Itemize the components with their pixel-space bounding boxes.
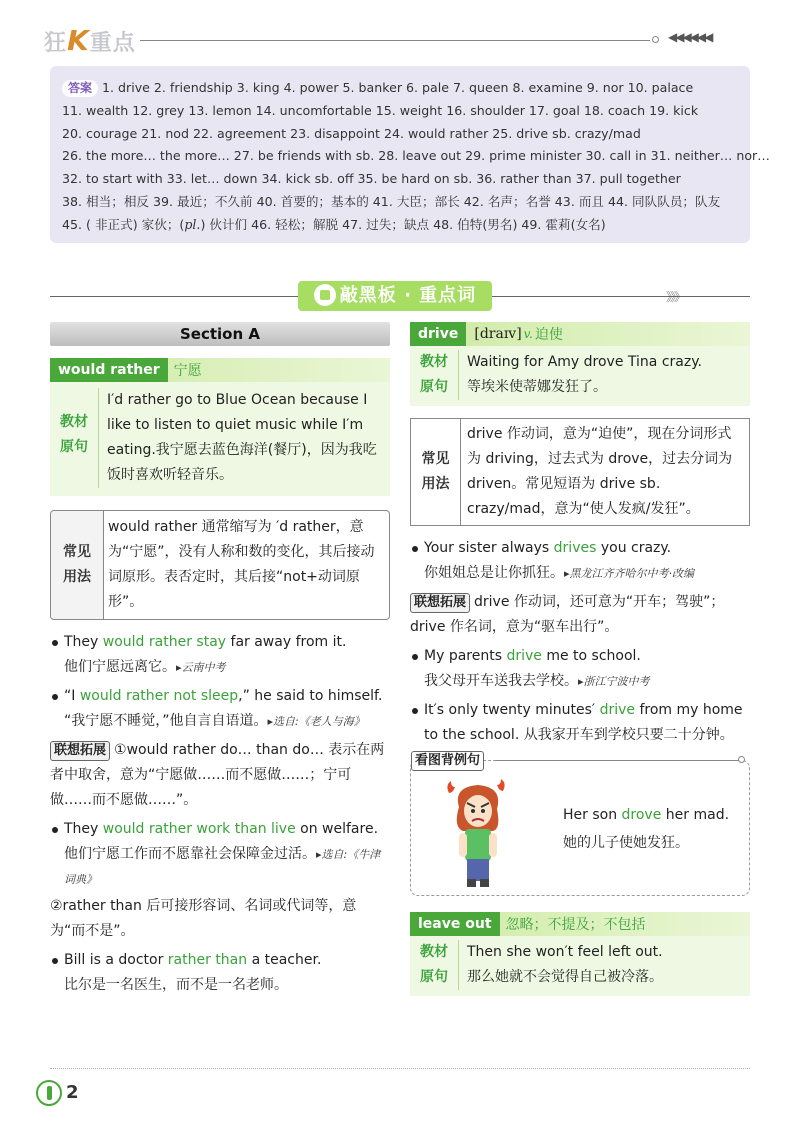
answer-line: 26. the more… the more… 27. be friends with sb. 28. leave out 29. prime minister 30. call in 31. neither… nor… xyxy=(62,148,770,164)
term-meaning: 忽略；不提及；不包括 xyxy=(505,917,646,933)
picture-box-dot-icon xyxy=(738,756,745,763)
banner-rule-left xyxy=(50,296,298,297)
banner-rule-right xyxy=(492,296,750,297)
pronunciation: [draɪv] xyxy=(474,326,522,342)
picture-example-text: Her son drove her mad. 她的儿子使她发狂。 xyxy=(563,807,730,851)
extension-label: 联想拓展 xyxy=(50,741,110,761)
term-label: would rather xyxy=(50,358,168,382)
section-title: Section A xyxy=(50,322,390,346)
page-number: 2 xyxy=(66,1082,79,1103)
common-usage-box xyxy=(50,510,390,620)
extension-paragraph: ②rather than 后可接形容词、名词或代词等，意为“而不是”。 xyxy=(50,898,357,939)
term-header-leave-out xyxy=(410,912,750,936)
term-label: leave out xyxy=(410,912,500,936)
usage-text: would rather 通常缩写为 ′d rather，意为“宁愿”，没有人称和数的变化，其后接动词原形。表否定时，其后接“not+动词原形”。 xyxy=(103,511,389,619)
answer-line: 11. wealth 12. grey 13. lemon 14. uncomfortable 15. weight 16. shoulder 17. goal 18. coach 19. kick xyxy=(62,102,699,118)
example-sentence: My parents drive me to school. 我父母开车送我去学校。▸浙江宁波中考 xyxy=(410,644,750,694)
term-header-drive xyxy=(410,322,750,346)
example-sentence: They would rather stay far away from it. 他们宁愿远离它。▸云南中考 xyxy=(50,630,390,680)
term-meaning: 迫使 xyxy=(534,327,563,343)
balloon-icon xyxy=(36,1080,62,1106)
usage-label: 常见 用法 xyxy=(51,511,103,619)
answer-line: 20. courage 21. nod 22. agreement 23. disappoint 24. would rather 25. drive sb. crazy/mad xyxy=(62,125,641,141)
part-of-speech: v. xyxy=(523,327,533,341)
footer-rule xyxy=(50,1068,750,1069)
term-header-would-rather xyxy=(50,358,390,382)
answer-line: 答案 1. drive 2. friendship 3. king 4. power 5. banker 6. pale 7. queen 8. examine 9. nor 10. palace xyxy=(62,77,740,100)
term-meaning: 宁愿 xyxy=(173,363,202,379)
textbook-sentence-box xyxy=(410,346,750,406)
answer-label: 答案 xyxy=(62,80,98,97)
textbook-label: 教材 原句 xyxy=(420,944,448,985)
header-arrows-icon: ◀◀◀◀◀◀ xyxy=(668,30,712,44)
left-column xyxy=(50,322,390,998)
header-rule xyxy=(140,40,650,41)
answer-line: 32. to start with 33. let… down 34. kick sb. off 35. be hard on sb. 36. rather than 37. pull together xyxy=(62,171,681,187)
chalkboard-icon xyxy=(314,284,336,306)
textbook-label: 教材 原句 xyxy=(420,354,448,395)
brand-logo: 狂K重点 xyxy=(44,24,136,57)
extension-label: 联想拓展 xyxy=(410,593,470,613)
angry-girl-illustration xyxy=(445,779,511,889)
picture-example-label: 看图背例句 xyxy=(411,751,484,771)
picture-example-box xyxy=(410,753,750,896)
extension-paragraph: 联想拓展 drive 作动词，还可意为“开车；驾驶”；drive 作名词，意为“驱车出行”。 xyxy=(410,594,725,635)
term-label: drive xyxy=(410,322,466,346)
textbook-sentence-box xyxy=(410,936,750,996)
picture-box-rule xyxy=(495,760,741,761)
example-sentence: They would rather work than live on welfare. 他们宁愿工作而不愿靠社会保障金过活。▸选自:《牛津词典》 xyxy=(50,817,390,892)
answer-line: 38. 相当；相反 39. 最近；不久前 40. 首要的；基本的 41. 大臣；部长 42. 名声；名誉 43. 而且 44. 同队队员；队友 xyxy=(62,193,721,209)
example-sentence: It′s only twenty minutes′ drive from my home to the school. 从我家开车到学校只要二十分钟。 xyxy=(410,698,750,748)
textbook-sentence: Then she won′t feel left out. 那么她就不会觉得自己被冷落。 xyxy=(458,940,744,990)
section-banner: 敲黑板 · 重点词 xyxy=(298,281,492,311)
textbook-sentence: Waiting for Amy drove Tina crazy. 等埃米使蒂娜发狂了。 xyxy=(458,350,744,400)
textbook-sentence-box xyxy=(50,382,390,496)
example-sentence: Your sister always drives you crazy. 你姐姐总是让你抓狂。▸黑龙江齐齐哈尔中考·改编 xyxy=(410,536,750,586)
textbook-label: 教材 原句 xyxy=(60,414,88,455)
textbook-sentence: I′d rather go to Blue Ocean because I like to listen to quiet music while I′m eating.我宁愿去蓝色海洋(餐厅)，因为我吃饭时喜欢听轻音乐。 xyxy=(98,388,384,488)
answer-key-panel xyxy=(50,66,770,243)
right-column xyxy=(410,322,750,996)
common-usage-box xyxy=(410,418,750,526)
banner-arrows-icon: 》》》 xyxy=(666,290,685,304)
example-sentence: Bill is a doctor rather than a teacher. 比尔是一名医生，而不是一名老师。 xyxy=(50,948,390,998)
usage-label: 常见 用法 xyxy=(411,419,461,525)
extension-paragraph: 联想拓展 ①would rather do… than do… 表示在两者中取舍，意为“宁愿做……而不愿做……；宁可做……而不愿做……”。 xyxy=(50,742,385,808)
usage-text: drive 作动词，意为“迫使”，现在分词形式为 driving，过去式为 drove，过去分词为 driven。常见短语为 drive sb. crazy/mad，意为“使人发疯/发狂”。 xyxy=(467,426,733,517)
header-dot-icon xyxy=(652,36,659,43)
answer-line: 45. ( 非正式) 家伙；(pl.) 伙计们 46. 轻松；解脱 47. 过失；缺点 48. 伯特(男名) 49. 霍莉(女名) xyxy=(62,216,606,232)
example-sentence: “I would rather not sleep,” he said to himself. “我宁愿不睡觉，”他自言自语道。▸选自:《老人与海》 xyxy=(50,684,390,734)
